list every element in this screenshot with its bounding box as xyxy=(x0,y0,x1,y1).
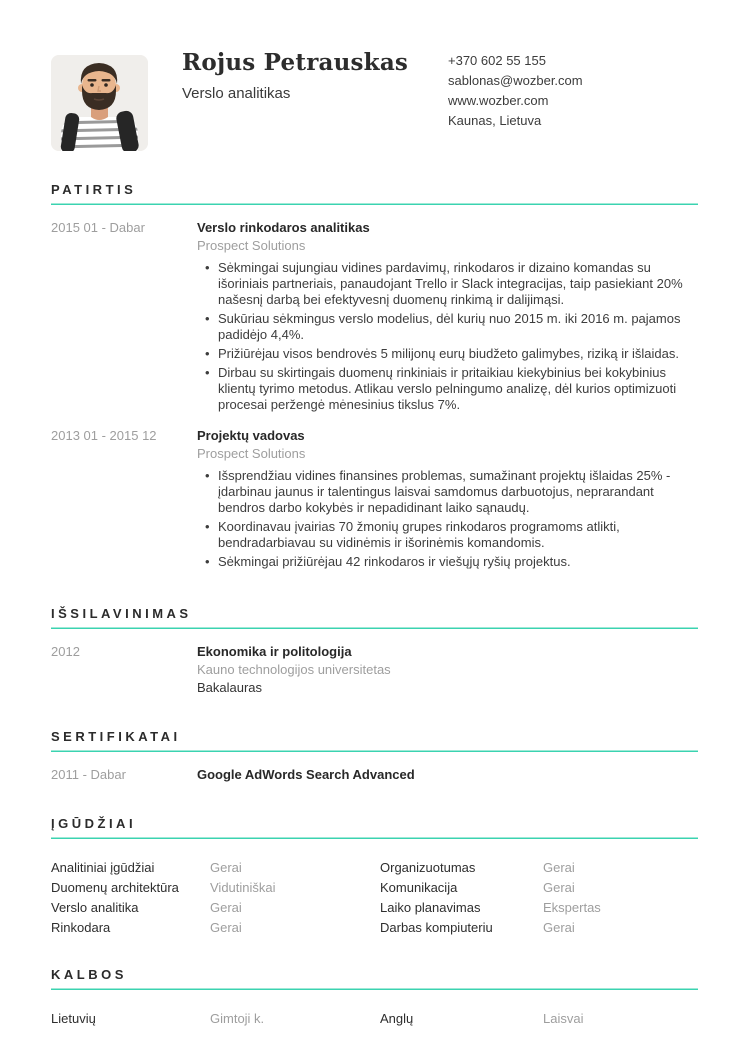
entry-bullet-list xyxy=(197,468,698,570)
entry-school: Kauno technologijos universitetas xyxy=(197,662,391,677)
language-label: Lietuvių xyxy=(51,1011,96,1026)
entry-body xyxy=(197,767,698,783)
entry-company: Prospect Solutions xyxy=(197,238,306,253)
resume-header xyxy=(51,49,698,151)
bullet-item: • Dirbau su skirtingais duomenų rinkiniais ir pritaikiau kiekybinius bei kokybinius klientų tyrimo metodus. Atlikau verslo pelningumo analizę, dėl kurios optimizuoti procesai peržengė mėnesinius tikslus 7%. xyxy=(197,365,698,413)
entry-date: 2011 - Dabar xyxy=(51,767,126,782)
entry-date: 2012 xyxy=(51,644,80,659)
skill-level: Gerai xyxy=(210,920,242,935)
experience-entry xyxy=(51,428,698,573)
entry-body xyxy=(197,220,698,416)
contact-email: sablonas@wozber.com xyxy=(448,73,583,88)
section-heading-education: IŠSILAVINIMAS xyxy=(51,606,192,621)
section-skills xyxy=(51,817,698,934)
entry-title: Ekonomika ir politologija xyxy=(197,644,352,659)
profile-photo-illustration xyxy=(51,55,148,151)
language-level: Gimtoji k. xyxy=(210,1011,265,1026)
bullet-item: • Išsprendžiau vidines finansines problemas, sumažinant projektų išlaidas 25% - įdarbinau jaunus ir talentingus laisvai samdomus darbuotojus, neprarandant bendros darbo kokybės ir nepadidinant laiko sąnaudų. xyxy=(197,468,698,516)
identity-block xyxy=(182,49,408,102)
section-divider xyxy=(51,750,698,752)
bullet-item: • Koordinavau įvairias 70 žmonių grupes rinkodaros programoms atlikti, bendradarbiavau su vidinėmis ir išorinėmis komandomis. xyxy=(197,519,698,551)
contact-website: www.wozber.com xyxy=(448,93,549,108)
candidate-name: Rojus Petrauskas xyxy=(182,49,409,76)
entry-date: 2013 01 - 2015 12 xyxy=(51,428,157,443)
skill-level: Gerai xyxy=(210,900,242,915)
section-heading-experience: PATIRTIS xyxy=(51,182,137,197)
skill-level: Gerai xyxy=(210,860,242,875)
entry-body xyxy=(197,644,698,696)
section-languages xyxy=(51,968,698,1025)
languages-grid xyxy=(51,1012,698,1025)
entry-title: Google AdWords Search Advanced xyxy=(197,767,415,782)
contact-phone: +370 602 55 155 xyxy=(448,53,546,68)
section-experience xyxy=(51,183,698,573)
language-level: Laisvai xyxy=(543,1011,584,1026)
section-divider xyxy=(51,627,698,629)
section-heading-languages: KALBOS xyxy=(51,967,127,982)
contact-block xyxy=(448,51,698,131)
entry-title: Verslo rinkodaros analitikas xyxy=(197,220,370,235)
skill-label: Duomenų architektūra xyxy=(51,880,179,895)
skill-label: Laiko planavimas xyxy=(380,900,481,915)
section-certificates xyxy=(51,730,698,783)
bullet-item: • Sėkmingai sujungiau vidines pardavimų, rinkodaros ir dizaino komandas su išoriniais partneriais, panaudojant Trello ir Slack integracijas, taip pasiekiant 20% našesnį darbą bei efektyvesnį duomenų rinkimą ir dalijimąsi. xyxy=(197,260,698,308)
section-divider xyxy=(51,988,698,990)
entry-body xyxy=(197,428,698,573)
entry-date: 2015 01 - Dabar xyxy=(51,220,145,235)
candidate-job-title: Verslo analitikas xyxy=(182,85,291,102)
skills-grid xyxy=(51,861,698,934)
bullet-item: • Sukūriau sėkmingus verslo modelius, dėl kurių nuo 2015 m. iki 2016 m. pajamos padidėjo 4,4%. xyxy=(197,311,698,343)
contact-location: Kaunas, Lietuva xyxy=(448,113,542,128)
experience-entry xyxy=(51,220,698,416)
skill-level: Gerai xyxy=(543,920,575,935)
skill-label: Rinkodara xyxy=(51,920,111,935)
section-heading-skills: ĮGŪDŽIAI xyxy=(51,816,137,831)
skill-label: Analitiniai įgūdžiai xyxy=(51,860,155,875)
entry-title: Projektų vadovas xyxy=(197,428,305,443)
language-label: Anglų xyxy=(380,1011,414,1026)
section-heading-certificates: SERTIFIKATAI xyxy=(51,729,181,744)
skill-label: Organizuotumas xyxy=(380,860,476,875)
skill-level: Ekspertas xyxy=(543,900,601,915)
entry-company: Prospect Solutions xyxy=(197,446,306,461)
skill-level: Gerai xyxy=(543,880,575,895)
profile-photo xyxy=(51,55,148,151)
section-divider xyxy=(51,837,698,839)
education-entry xyxy=(51,644,698,696)
certificate-entry xyxy=(51,767,698,783)
skill-label: Darbas kompiuteriu xyxy=(380,920,493,935)
entry-degree: Bakalauras xyxy=(197,680,263,695)
section-education xyxy=(51,607,698,696)
entry-bullet-list xyxy=(197,260,698,413)
skill-label: Verslo analitika xyxy=(51,900,139,915)
bullet-item: • Sėkmingai prižiūrėjau 42 rinkodaros ir viešųjų ryšių projektus. xyxy=(197,554,698,570)
section-divider xyxy=(51,203,698,205)
bullet-item: • Prižiūrėjau visos bendrovės 5 milijonų eurų biudžeto galimybes, riziką ir išlaidas. xyxy=(197,346,698,362)
skill-label: Komunikacija xyxy=(380,880,458,895)
skill-level: Gerai xyxy=(543,860,575,875)
skill-level: Vidutiniškai xyxy=(210,880,276,895)
